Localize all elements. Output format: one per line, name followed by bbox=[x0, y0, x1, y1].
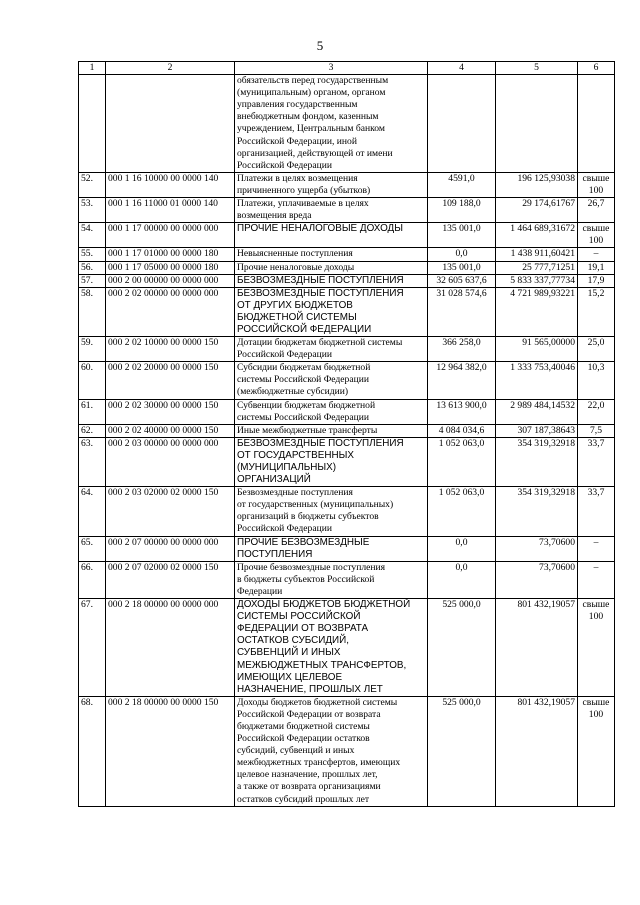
name-cell: обязательств перед государственным (муниципальным) органом, органом управления государственным внебюджетным фондом, казенным учреждением, Центральным банком Российской Федерации, иной организацией, действующей от имени Российской Федерации bbox=[235, 75, 428, 173]
row-number-cell: 60. bbox=[79, 362, 106, 399]
code-cell: 000 1 17 01000 00 0000 180 bbox=[106, 248, 235, 261]
plan-cell: 109 188,0 bbox=[428, 198, 496, 223]
code-cell: 000 2 07 00000 00 0000 000 bbox=[106, 536, 235, 561]
page-number: 5 bbox=[316, 38, 324, 53]
name-cell: ПРОЧИЕ НЕНАЛОГОВЫЕ ДОХОДЫ bbox=[235, 223, 428, 248]
name-cell: БЕЗВОЗМЕЗДНЫЕ ПОСТУПЛЕНИЯ bbox=[235, 274, 428, 287]
row-number-cell: 53. bbox=[79, 198, 106, 223]
row-number-cell: 52. bbox=[79, 172, 106, 197]
code-cell: 000 1 16 11000 01 0000 140 bbox=[106, 198, 235, 223]
row-number-cell: 68. bbox=[79, 696, 106, 806]
code-cell: 000 2 02 10000 00 0000 150 bbox=[106, 337, 235, 362]
fact-cell: 1 333 753,40046 bbox=[496, 362, 578, 399]
revenue-table bbox=[78, 61, 615, 807]
column-header-5: 5 bbox=[496, 62, 578, 75]
row-number-cell: 59. bbox=[79, 337, 106, 362]
fact-cell: 1 438 911,60421 bbox=[496, 248, 578, 261]
row-number-cell: 64. bbox=[79, 487, 106, 536]
plan-cell: 1 052 063,0 bbox=[428, 437, 496, 486]
fact-cell: 1 464 689,31672 bbox=[496, 223, 578, 248]
percent-cell: 15,2 bbox=[578, 287, 615, 336]
fact-cell: 91 565,00000 bbox=[496, 337, 578, 362]
name-cell: Прочие безвозмездные поступления в бюджеты субъектов Российской Федерации bbox=[235, 561, 428, 598]
code-cell: 000 2 00 00000 00 0000 000 bbox=[106, 274, 235, 287]
table-row bbox=[79, 362, 615, 399]
name-cell: Иные межбюджетные трансферты bbox=[235, 424, 428, 437]
percent-cell: – bbox=[578, 561, 615, 598]
table-row bbox=[79, 437, 615, 486]
name-cell: Прочие неналоговые доходы bbox=[235, 261, 428, 274]
percent-cell: 19,1 bbox=[578, 261, 615, 274]
name-cell: Платежи, уплачиваемые в целях возмещения вреда bbox=[235, 198, 428, 223]
row-number-cell: 67. bbox=[79, 599, 106, 697]
name-cell: Безвозмездные поступления от государственных (муниципальных) организаций в бюджеты субъектов Российской Федерации bbox=[235, 487, 428, 536]
table-row bbox=[79, 287, 615, 336]
fact-cell: 29 174,61767 bbox=[496, 198, 578, 223]
code-cell: 000 2 02 40000 00 0000 150 bbox=[106, 424, 235, 437]
fact-cell: 354 319,32918 bbox=[496, 487, 578, 536]
column-header-4: 4 bbox=[428, 62, 496, 75]
name-cell: ДОХОДЫ БЮДЖЕТОВ БЮДЖЕТНОЙ СИСТЕМЫ РОССИЙСКОЙ ФЕДЕРАЦИИ ОТ ВОЗВРАТА ОСТАТКОВ СУБСИДИЙ, СУБВЕНЦИЙ И ИНЫХ МЕЖБЮДЖЕТНЫХ ТРАНСФЕРТОВ, ИМЕЮЩИХ ЦЕЛЕВОЕ НАЗНАЧЕНИЕ, ПРОШЛЫХ ЛЕТ bbox=[235, 599, 428, 697]
code-cell: 000 2 18 00000 00 0000 150 bbox=[106, 696, 235, 806]
percent-cell: свыше 100 bbox=[578, 223, 615, 248]
plan-cell: 4591,0 bbox=[428, 172, 496, 197]
column-header-3: 3 bbox=[235, 62, 428, 75]
fact-cell: 196 125,93038 bbox=[496, 172, 578, 197]
column-header-2: 2 bbox=[106, 62, 235, 75]
table-row bbox=[79, 198, 615, 223]
name-cell: Невыясненные поступления bbox=[235, 248, 428, 261]
name-cell: Доходы бюджетов бюджетной системы Российской Федерации от возврата бюджетами бюджетной системы Российской Федерации остатков субсидий, субвенций и иных межбюджетных трансфертов, имеющих целевое назначение, прошлых лет, а также от возврата организациями остатков субсидий прошлых лет bbox=[235, 696, 428, 806]
row-number-cell: 54. bbox=[79, 223, 106, 248]
table-row bbox=[79, 261, 615, 274]
row-number-cell: 57. bbox=[79, 274, 106, 287]
fact-cell: 801 432,19057 bbox=[496, 696, 578, 806]
fact-cell: 73,70600 bbox=[496, 561, 578, 598]
row-number-cell: 61. bbox=[79, 399, 106, 424]
column-number-row bbox=[79, 62, 615, 75]
percent-cell: 33,7 bbox=[578, 487, 615, 536]
fact-cell bbox=[496, 75, 578, 173]
table-row bbox=[79, 223, 615, 248]
row-number-cell bbox=[79, 75, 106, 173]
plan-cell: 525 000,0 bbox=[428, 696, 496, 806]
column-header-1: 1 bbox=[79, 62, 106, 75]
plan-cell: 366 258,0 bbox=[428, 337, 496, 362]
plan-cell: 0,0 bbox=[428, 561, 496, 598]
percent-cell: 33,7 bbox=[578, 437, 615, 486]
plan-cell: 31 028 574,6 bbox=[428, 287, 496, 336]
name-cell: Субвенции бюджетам бюджетной системы Российской Федерации bbox=[235, 399, 428, 424]
percent-cell: – bbox=[578, 536, 615, 561]
code-cell: 000 1 17 05000 00 0000 180 bbox=[106, 261, 235, 274]
table-row bbox=[79, 696, 615, 806]
percent-cell: 17,9 bbox=[578, 274, 615, 287]
code-cell: 000 2 02 20000 00 0000 150 bbox=[106, 362, 235, 399]
plan-cell: 0,0 bbox=[428, 248, 496, 261]
name-cell: БЕЗВОЗМЕЗДНЫЕ ПОСТУПЛЕНИЯ ОТ ДРУГИХ БЮДЖЕТОВ БЮДЖЕТНОЙ СИСТЕМЫ РОССИЙСКОЙ ФЕДЕРАЦИИ bbox=[235, 287, 428, 336]
table-row bbox=[79, 599, 615, 697]
fact-cell: 801 432,19057 bbox=[496, 599, 578, 697]
table-row bbox=[79, 536, 615, 561]
table-row bbox=[79, 337, 615, 362]
plan-cell: 525 000,0 bbox=[428, 599, 496, 697]
plan-cell: 12 964 382,0 bbox=[428, 362, 496, 399]
row-number-cell: 62. bbox=[79, 424, 106, 437]
fact-cell: 2 989 484,14532 bbox=[496, 399, 578, 424]
plan-cell: 0,0 bbox=[428, 536, 496, 561]
plan-cell: 32 605 637,6 bbox=[428, 274, 496, 287]
percent-cell: свыше 100 bbox=[578, 599, 615, 697]
plan-cell: 135 001,0 bbox=[428, 261, 496, 274]
table-row bbox=[79, 561, 615, 598]
code-cell: 000 2 02 00000 00 0000 000 bbox=[106, 287, 235, 336]
name-cell: БЕЗВОЗМЕЗДНЫЕ ПОСТУПЛЕНИЯ ОТ ГОСУДАРСТВЕННЫХ (МУНИЦИПАЛЬНЫХ) ОРГАНИЗАЦИЙ bbox=[235, 437, 428, 486]
fact-cell: 354 319,32918 bbox=[496, 437, 578, 486]
code-cell: 000 1 17 00000 00 0000 000 bbox=[106, 223, 235, 248]
plan-cell: 13 613 900,0 bbox=[428, 399, 496, 424]
fact-cell: 307 187,38643 bbox=[496, 424, 578, 437]
plan-cell: 135 001,0 bbox=[428, 223, 496, 248]
percent-cell: 7,5 bbox=[578, 424, 615, 437]
table-row bbox=[79, 172, 615, 197]
row-number-cell: 55. bbox=[79, 248, 106, 261]
plan-cell: 4 084 034,6 bbox=[428, 424, 496, 437]
percent-cell: – bbox=[578, 248, 615, 261]
table-body bbox=[79, 75, 615, 807]
code-cell: 000 2 03 02000 02 0000 150 bbox=[106, 487, 235, 536]
percent-cell: 25,0 bbox=[578, 337, 615, 362]
plan-cell: 1 052 063,0 bbox=[428, 487, 496, 536]
percent-cell: свыше 100 bbox=[578, 172, 615, 197]
table-row bbox=[79, 248, 615, 261]
percent-cell: 22,0 bbox=[578, 399, 615, 424]
fact-cell: 25 777,71251 bbox=[496, 261, 578, 274]
table-row bbox=[79, 424, 615, 437]
fact-cell: 5 833 337,77734 bbox=[496, 274, 578, 287]
plan-cell bbox=[428, 75, 496, 173]
row-number-cell: 63. bbox=[79, 437, 106, 486]
name-cell: Дотации бюджетам бюджетной системы Российской Федерации bbox=[235, 337, 428, 362]
code-cell: 000 2 02 30000 00 0000 150 bbox=[106, 399, 235, 424]
code-cell: 000 2 18 00000 00 0000 000 bbox=[106, 599, 235, 697]
code-cell: 000 2 03 00000 00 0000 000 bbox=[106, 437, 235, 486]
row-number-cell: 58. bbox=[79, 287, 106, 336]
row-number-cell: 66. bbox=[79, 561, 106, 598]
percent-cell: свыше 100 bbox=[578, 696, 615, 806]
name-cell: Платежи в целях возмещения причиненного ущерба (убытков) bbox=[235, 172, 428, 197]
continuation-row bbox=[79, 75, 615, 173]
name-cell: Субсидии бюджетам бюджетной системы Российской Федерации (межбюджетные субсидии) bbox=[235, 362, 428, 399]
row-number-cell: 65. bbox=[79, 536, 106, 561]
table-row bbox=[79, 487, 615, 536]
name-cell: ПРОЧИЕ БЕЗВОЗМЕЗДНЫЕ ПОСТУПЛЕНИЯ bbox=[235, 536, 428, 561]
percent-cell: 10,3 bbox=[578, 362, 615, 399]
table-row bbox=[79, 274, 615, 287]
column-header-6: 6 bbox=[578, 62, 615, 75]
code-cell bbox=[106, 75, 235, 173]
row-number-cell: 56. bbox=[79, 261, 106, 274]
fact-cell: 4 721 989,93221 bbox=[496, 287, 578, 336]
code-cell: 000 2 07 02000 02 0000 150 bbox=[106, 561, 235, 598]
fact-cell: 73,70600 bbox=[496, 536, 578, 561]
code-cell: 000 1 16 10000 00 0000 140 bbox=[106, 172, 235, 197]
percent-cell bbox=[578, 75, 615, 173]
percent-cell: 26,7 bbox=[578, 198, 615, 223]
table-row bbox=[79, 399, 615, 424]
